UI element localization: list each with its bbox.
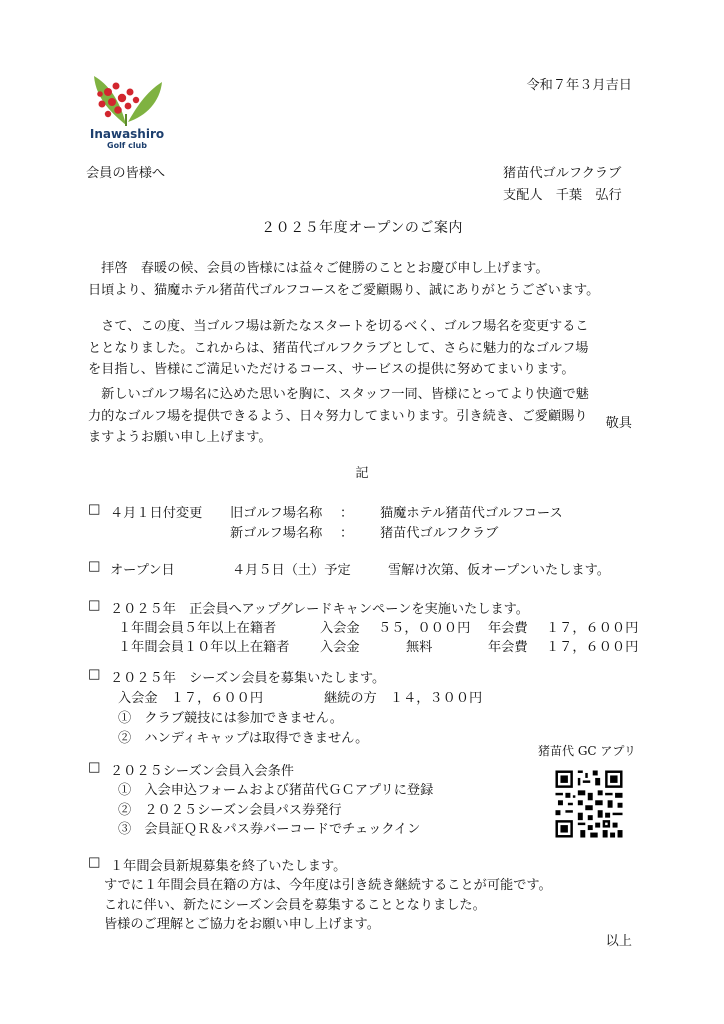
fee-value: ５５，０００円 xyxy=(378,621,471,636)
paragraph-line: さて、この度、当ゴルフ場は新たなスタートを切るべく、ゴルフ場名を変更するこ xyxy=(88,319,589,334)
greeting-line: 拝啓 春暖の候、会員の皆様には益々ご健勝のこととお慶び申し上げます。 xyxy=(88,261,549,276)
colon: ： xyxy=(340,526,354,541)
old-name-value: 猫魔ホテル猪苗代ゴルフコース xyxy=(380,506,563,521)
season-note: ① クラブ競技には参加できません。 xyxy=(118,711,343,726)
annual-value: １７，６００円 xyxy=(546,621,639,636)
item-heading: ２０２５シーズン会員入会条件 xyxy=(110,764,294,779)
fee-label: 入会金 xyxy=(320,621,360,636)
annual-label: 年会費 xyxy=(488,640,528,655)
item-label: ４月１日付変更 xyxy=(110,506,203,521)
notice-line: すでに１年間会員在籍の方は、今年度は引き続き継続することが可能です。 xyxy=(104,878,552,893)
condition-item: ③ 会員証ＱＲ＆パス券バーコードでチェックイン xyxy=(118,822,421,837)
colon: ： xyxy=(340,506,354,521)
checkbox-mark: □ xyxy=(88,559,101,574)
ki-heading: 記 xyxy=(355,466,369,481)
sender-org: 猪苗代ゴルフクラブ xyxy=(503,166,622,181)
item-heading: ２０２５年 正会員へアップグレードキャンペーンを実施いたします。 xyxy=(110,602,529,617)
condition-item: ① 入会申込フォームおよび猪苗代ＧＣアプリに登録 xyxy=(118,783,434,798)
upgrade-who: １年間会員５年以上在籍者 xyxy=(118,621,277,636)
season-fee: 入会金 １７，６００円 xyxy=(118,691,264,706)
open-note: 雪解け次第、仮オープンいたします。 xyxy=(388,563,610,578)
checkbox-mark: □ xyxy=(88,667,101,682)
logo-subtitle: Golf club xyxy=(107,141,147,150)
old-name-label: 旧ゴルフ場名称 xyxy=(230,506,323,521)
paragraph-line: 力的なゴルフ場を提供できるよう、日々努力してまいります。引き続き、ご愛顧賜り xyxy=(88,408,588,424)
annual-value: １７，６００円 xyxy=(546,640,639,655)
checkbox-mark: □ xyxy=(88,598,101,613)
greeting-paragraph xyxy=(88,258,640,301)
issue-date: 令和７年３月吉日 xyxy=(526,78,632,93)
sender-person: 支配人 千葉 弘行 xyxy=(503,188,622,203)
paragraph-line: ますようお願い申し上げます。 xyxy=(88,430,272,445)
upgrade-who: １年間会員１０年以上在籍者 xyxy=(118,640,290,655)
annual-label: 年会費 xyxy=(488,621,528,636)
logo-wordmark: Inawashiro xyxy=(89,127,165,141)
end-mark: 以上 xyxy=(605,934,632,949)
document-title: ２０２５年度オープンのご案内 xyxy=(261,220,463,236)
paragraph-line: ととなりました。これからは、猪苗代ゴルフクラブとして、さらに魅力的なゴルフ場 xyxy=(88,340,589,356)
open-date: ４月５日（土）予定 xyxy=(232,563,351,578)
new-name-label: 新ゴルフ場名称 xyxy=(230,526,323,541)
addressee: 会員の皆様へ xyxy=(86,166,166,181)
new-name-value: 猪苗代ゴルフクラブ xyxy=(380,526,499,541)
condition-item: ② ２０２５シーズン会員パス券発行 xyxy=(118,803,342,818)
notice-line: これに伴い、新たにシーズン会員を募集することとなりました。 xyxy=(104,898,486,913)
fee-value: 無料 xyxy=(406,640,433,655)
checkbox-mark: □ xyxy=(88,760,101,775)
paragraph-line: 新しいゴルフ場名に込めた思いを胸に、スタッフ一同、皆様にとってより快適で魅 xyxy=(88,387,589,402)
season-note: ② ハンディキャップは取得できません。 xyxy=(118,731,369,746)
closing-word: 敬具 xyxy=(605,416,632,431)
qr-caption: 猪苗代 GC アプリ xyxy=(538,744,636,758)
checkbox-mark: □ xyxy=(88,855,101,870)
paragraph-line: を目指し、皆様にご満足いただけるコース、サービスの提供に努めてまいります。 xyxy=(88,362,575,377)
greeting-line: 日頃より、猫魔ホテル猪苗代ゴルフコースをご愛顧賜り、誠にありがとうございます。 xyxy=(88,282,600,298)
checkbox-mark: □ xyxy=(88,502,101,517)
announcement-paragraph xyxy=(88,316,640,381)
notice-line: 皆様のご理解とご協力をお願い申し上げます。 xyxy=(104,917,380,932)
item-label: オープン日 xyxy=(110,563,175,578)
qr-code-image[interactable] xyxy=(553,768,625,840)
season-renewal-fee: 継続の方 １４，３００円 xyxy=(324,691,483,706)
item-heading: １年間会員新規募集を終了いたします。 xyxy=(110,859,347,874)
fee-label: 入会金 xyxy=(320,640,360,655)
closing-paragraph xyxy=(88,384,640,449)
item-heading: ２０２５年 シーズン会員を募集いたします。 xyxy=(110,671,386,686)
